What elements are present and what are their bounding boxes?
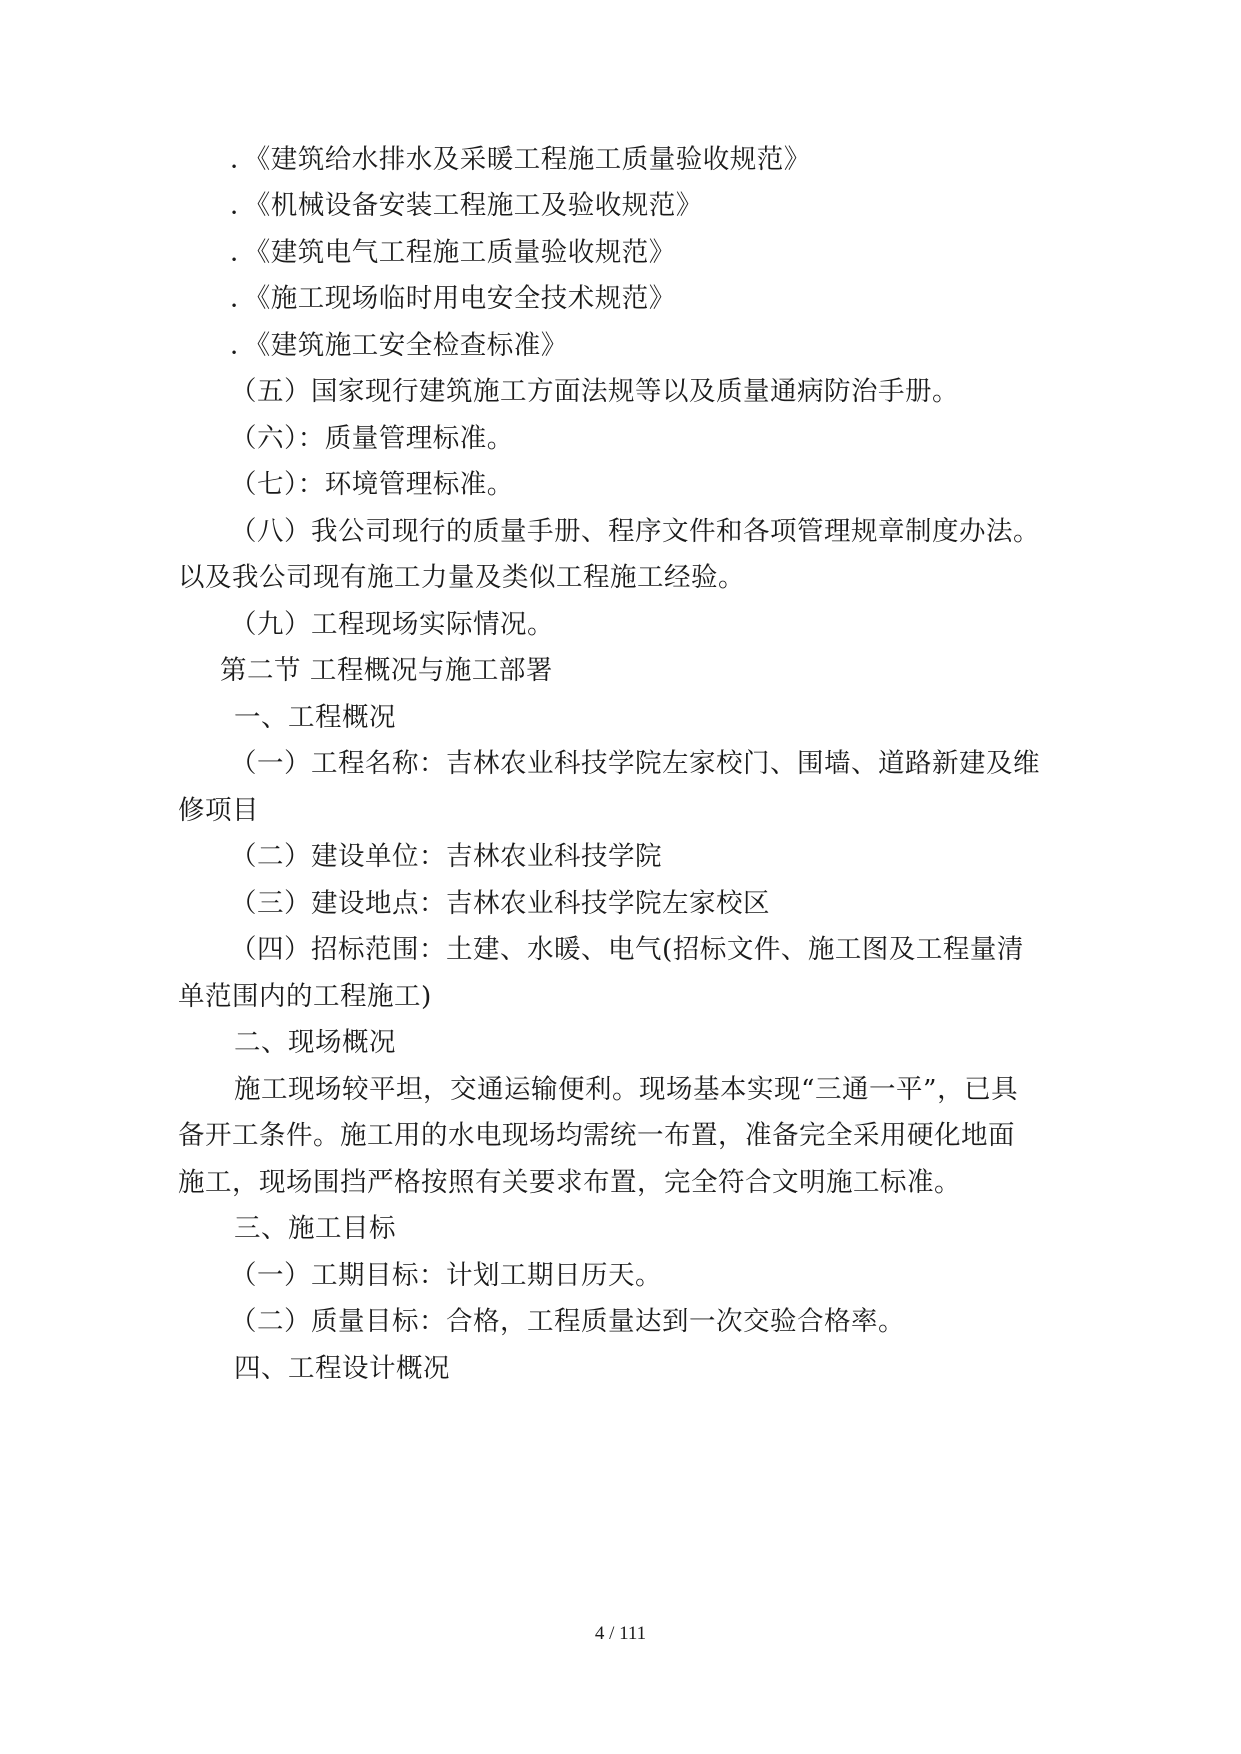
text-line: 施工现场较平坦，交通运输便利。现场基本实现“三通一平”，已具 <box>234 1074 1019 1105</box>
subsection-heading: 一、工程概况 <box>234 702 396 733</box>
text-line: （三）建设地点：吉林农业科技学院左家校区 <box>230 888 770 919</box>
text-line: ．《施工现场临时用电安全技术规范》 <box>230 283 676 314</box>
text-line: 修项目 <box>178 795 259 826</box>
page-number: 4 / 111 <box>594 1623 647 1644</box>
text-line: （二）质量目标：合格，工程质量达到一次交验合格率。 <box>230 1306 905 1337</box>
text-line: （五）国家现行建筑施工方面法规等以及质量通病防治手册。 <box>230 376 959 407</box>
text-line: （四）招标范围：土建、水暖、电气(招标文件、施工图及工程量清 <box>230 934 1024 965</box>
text-line: （六）：质量管理标准。 <box>230 423 514 454</box>
text-line: 备开工条件。施工用的水电现场均需统一布置，准备完全采用硬化地面 <box>178 1120 1015 1151</box>
text-line: 单范围内的工程施工) <box>178 981 432 1012</box>
text-line: （八）我公司现行的质量手册、程序文件和各项管理规章制度办法。 <box>230 516 1040 547</box>
section-heading: 第二节 工程概况与施工部署 <box>220 655 553 686</box>
text-line: 以及我公司现有施工力量及类似工程施工经验。 <box>178 562 745 593</box>
text-line: 施工，现场围挡严格按照有关要求布置，完全符合文明施工标准。 <box>178 1167 961 1198</box>
subsection-heading: 二、现场概况 <box>234 1027 396 1058</box>
text-line: （七）：环境管理标准。 <box>230 469 514 500</box>
text-line: ．《机械设备安装工程施工及验收规范》 <box>230 190 703 221</box>
text-line: （二）建设单位：吉林农业科技学院 <box>230 841 662 872</box>
subsection-heading: 四、工程设计概况 <box>234 1353 450 1384</box>
text-line: ．《建筑电气工程施工质量验收规范》 <box>230 237 676 268</box>
text-line: （一）工期目标：计划工期日历天。 <box>230 1260 662 1291</box>
text-line: （一）工程名称：吉林农业科技学院左家校门、围墙、道路新建及维 <box>230 748 1040 779</box>
text-line: ．《建筑施工安全检查标准》 <box>230 330 568 361</box>
text-line: ．《建筑给水排水及采暖工程施工质量验收规范》 <box>230 144 811 175</box>
subsection-heading: 三、施工目标 <box>234 1213 396 1244</box>
text-line: （九）工程现场实际情况。 <box>230 609 554 640</box>
